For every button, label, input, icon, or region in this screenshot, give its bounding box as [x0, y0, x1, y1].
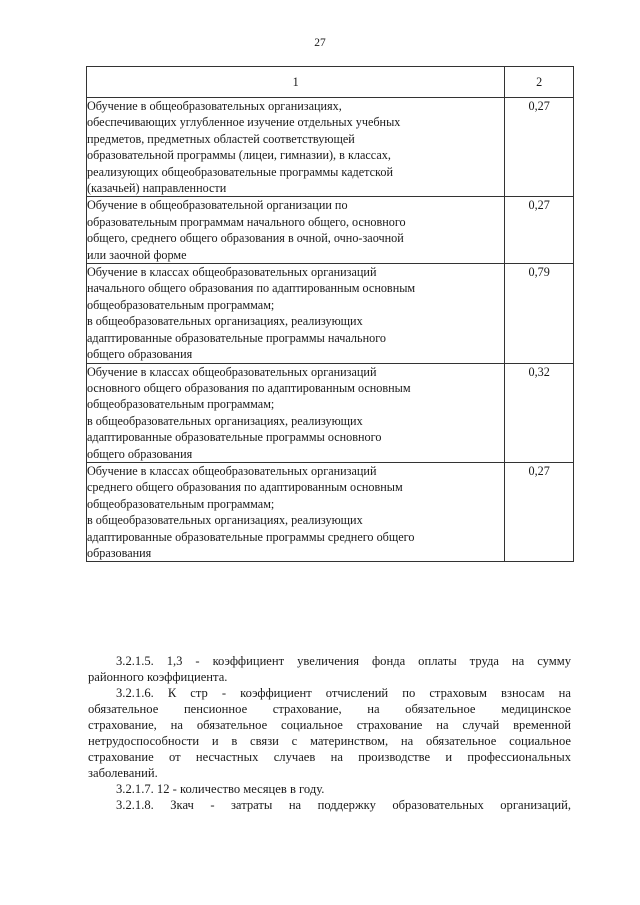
table-row: [87, 462, 574, 561]
table-row: [87, 197, 574, 264]
table-header-row: [87, 67, 574, 98]
description-line: (казачьей) направленности: [87, 181, 227, 196]
table-cell-description: [87, 264, 505, 363]
table-row: [87, 98, 574, 197]
description-line: основного общего образования по адаптированным основным: [87, 380, 411, 395]
table-cell-value: 0,27: [505, 462, 574, 561]
paragraph-line: районного коэффициента.: [88, 670, 228, 684]
description-line: в общеобразовательных организациях, реализующих: [87, 413, 363, 428]
description-line: предметов, предметных областей соответствующей: [87, 131, 355, 146]
paragraph-line: 3.2.1.8. Зкач - затраты на поддержку образовательных организаций,: [116, 798, 571, 812]
paragraph-line: обязательное пенсионное страхование, на обязательное медицинское: [88, 702, 571, 716]
paragraph-line: заболеваний.: [88, 766, 158, 780]
description-line: в общеобразовательных организациях, реализующих: [87, 513, 363, 528]
description-line: общеобразовательным программам;: [87, 496, 275, 511]
description-line: обеспечивающих углубленное изучение отдельных учебных: [87, 115, 401, 130]
description-line: Обучение в классах общеобразовательных организаций: [87, 463, 377, 478]
body-paragraph: [88, 797, 571, 813]
paragraph-line: страхование от несчастных случаев на производстве и профессиональных: [88, 750, 571, 764]
description-line: Обучение в общеобразовательных организациях,: [87, 99, 342, 113]
description-line: в общеобразовательных организациях, реализующих: [87, 314, 363, 329]
table-header-col-1: 1: [87, 67, 505, 98]
table-body: [87, 98, 574, 562]
description-line: адаптированные образовательные программы начального: [87, 330, 386, 345]
table-cell-description: [87, 197, 505, 264]
description-line: или заочной форме: [87, 247, 187, 262]
description-line: общего образования: [87, 347, 193, 362]
body-paragraph: [88, 781, 571, 797]
description-line: адаптированные образовательные программы среднего общего: [87, 529, 415, 544]
table-cell-description: [87, 98, 505, 197]
description-line: образования: [87, 545, 152, 560]
coefficient-table: [86, 66, 574, 562]
table-cell-value: 0,27: [505, 98, 574, 197]
description-line: Обучение в классах общеобразовательных организаций: [87, 364, 377, 379]
description-line: общего, среднего общего образования в очной, очно-заочной: [87, 231, 404, 246]
description-line: реализующих общеобразовательные программы кадетской: [87, 164, 393, 179]
table-cell-value: 0,27: [505, 197, 574, 264]
description-line: Обучение в классах общеобразовательных организаций: [87, 265, 377, 280]
table-cell-description: [87, 363, 505, 462]
paragraph-line: 3.2.1.7. 12 - количество месяцев в году.: [116, 782, 325, 796]
description-line: среднего общего образования по адаптированным основным: [87, 480, 403, 495]
table-cell-value: 0,79: [505, 264, 574, 363]
table-cell-description: [87, 462, 505, 561]
description-line: Обучение в общеобразовательной организации по: [87, 198, 348, 213]
description-line: начального общего образования по адаптированным основным: [87, 281, 416, 296]
description-line: адаптированные образовательные программы основного: [87, 430, 382, 445]
description-line: общеобразовательным программам;: [87, 297, 275, 312]
body-paragraph: [88, 685, 571, 781]
paragraphs-section: [88, 653, 571, 813]
paragraph-line: страхование, на обязательное социальное страхование на случай временной: [88, 718, 571, 732]
page-number: 27: [314, 37, 326, 49]
description-line: образовательной программы (лицеи, гимназии), в классах,: [87, 148, 391, 163]
paragraph-line: нетрудоспособности и в связи с материнством, на обязательное социальное: [88, 734, 571, 748]
table-row: [87, 264, 574, 363]
description-line: образовательным программам начального общего, основного: [87, 214, 406, 229]
description-line: общеобразовательным программам;: [87, 397, 275, 412]
body-paragraph: [88, 653, 571, 685]
table-header-col-2: 2: [505, 67, 574, 98]
paragraph-line: 3.2.1.6. К стр - коэффициент отчислений по страховым взносам на: [116, 686, 571, 700]
paragraph-line: 3.2.1.5. 1,3 - коэффициент увеличения фонда оплаты труда на сумму: [116, 654, 571, 668]
table-cell-value: 0,32: [505, 363, 574, 462]
table-row: [87, 363, 574, 462]
description-line: общего образования: [87, 446, 193, 461]
